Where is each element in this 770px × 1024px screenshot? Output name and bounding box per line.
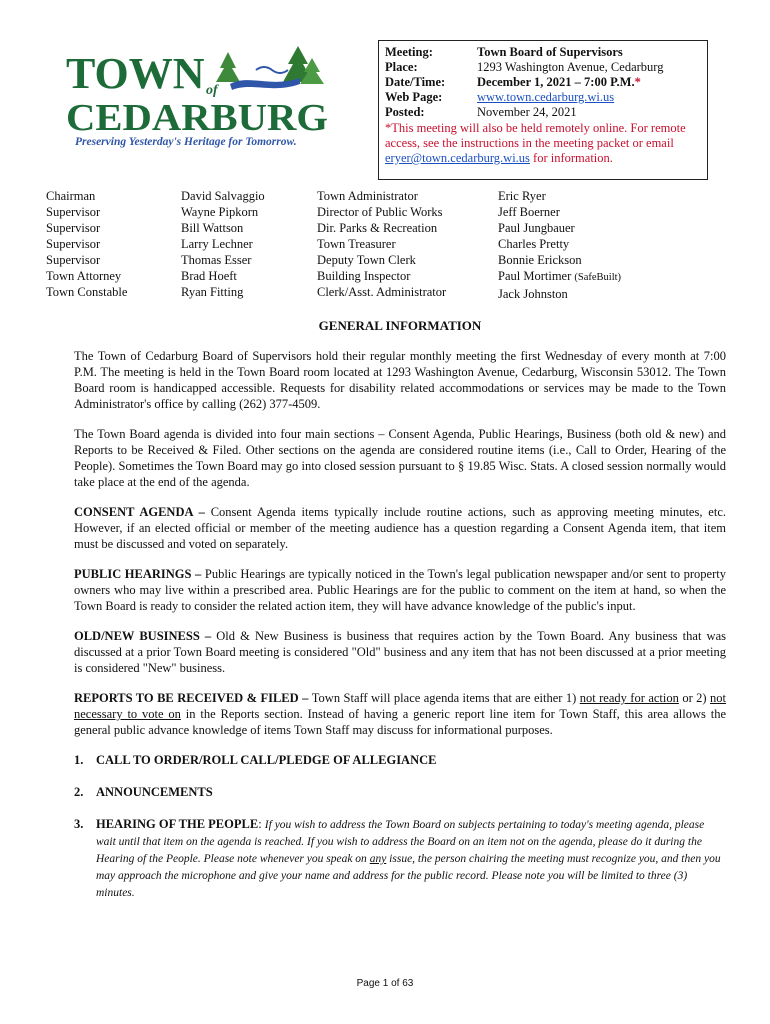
official-name: Ryan Fitting bbox=[181, 285, 244, 299]
paragraph-reports bbox=[74, 690, 726, 738]
agenda-number: 2. bbox=[74, 785, 84, 799]
hearings-head: PUBLIC HEARINGS – bbox=[74, 567, 205, 581]
meeting-label: Meeting: bbox=[385, 45, 433, 59]
hearing-colon: : bbox=[258, 817, 265, 831]
logo-name-text: CEDARBURG bbox=[66, 97, 328, 139]
staff-name: Jeff Boerner bbox=[498, 205, 560, 219]
datetime-label: Date/Time: bbox=[385, 75, 446, 89]
email-link[interactable]: eryer@town.cedarburg.wi.us bbox=[385, 151, 530, 165]
posted-row bbox=[385, 105, 701, 120]
datetime-row bbox=[385, 75, 701, 90]
official-name: Wayne Pipkorn bbox=[181, 205, 259, 219]
staff-title: Deputy Town Clerk bbox=[317, 253, 416, 267]
staff-name: Jack Johnston bbox=[498, 287, 568, 301]
posted-label: Posted: bbox=[385, 105, 425, 119]
staff-title: Director of Public Works bbox=[317, 205, 443, 219]
officials-names-left bbox=[181, 188, 265, 300]
official-title: Supervisor bbox=[46, 205, 101, 219]
place-label: Place: bbox=[385, 60, 418, 74]
reports-underline-2: not necessary to vote on bbox=[74, 691, 726, 721]
reports-underline-1: not ready for action bbox=[579, 691, 679, 705]
officials-names-right bbox=[498, 188, 621, 302]
official-name: Bill Wattson bbox=[181, 221, 244, 235]
staff-title: Town Treasurer bbox=[317, 237, 396, 251]
reports-text: Town Staff will place agenda items that are either 1) bbox=[311, 691, 580, 705]
hearing-body-end: issue, the person chairing the meeting must recognize you, and then you may approach the microphone and give your name and address for the public record. Please note you will be limited to three (3) minutes. bbox=[96, 853, 721, 899]
agenda-item-hearing bbox=[74, 816, 726, 901]
officials-titles-right bbox=[317, 188, 446, 300]
paragraph-business bbox=[74, 628, 726, 676]
logo-graphic bbox=[60, 44, 340, 139]
datetime-value: December 1, 2021 – 7:00 P.M. bbox=[477, 75, 635, 89]
reports-head: REPORTS TO BE RECEIVED & FILED – bbox=[74, 691, 312, 705]
webpage-row bbox=[385, 90, 701, 105]
page-number: Page 1 of 63 bbox=[356, 978, 414, 989]
official-name: Larry Lechner bbox=[181, 237, 253, 251]
official-title: Supervisor bbox=[46, 237, 101, 251]
official-name: David Salvaggio bbox=[181, 189, 265, 203]
staff-name: Paul Mortimer bbox=[498, 269, 572, 283]
staff-name: Eric Ryer bbox=[498, 189, 546, 203]
remote-note-text: *This meeting will also be held remotely online. For remote access, see the instructions in the meeting packet or email bbox=[385, 121, 686, 150]
logo-of-text: of bbox=[206, 83, 218, 98]
official-title: Chairman bbox=[46, 189, 96, 203]
hearing-underline: any bbox=[369, 853, 387, 865]
staff-title: Building Inspector bbox=[317, 269, 411, 283]
agenda-number: 1. bbox=[74, 753, 84, 767]
paragraph-agenda: The Town Board agenda is divided into four main sections – Consent Agenda, Public Hearings, Business (both old & new) and Reports to be Received & Filed. Other sections on the agenda are considered routine items (i.e., Call to Order, Hearing of the People). Sometimes the Town Board may go into closed session pursuant to § 19.85 Wisc. Stats. A closed session normally would take place at the end of the agenda. bbox=[74, 427, 726, 489]
consent-head: CONSENT AGENDA – bbox=[74, 505, 211, 519]
hearings-body: Public Hearings are typically noticed in the Town's legal publication newspaper and/or sent to property owners who may live within a prescribed area. Public Hearings are for the public to comment on the item at hand, so when the Town Board is ready to consider the related action item, they will have advance knowledge of the public's input. bbox=[74, 567, 726, 613]
hearing-body: If you wish to address the Town Board on subjects pertaining to today's meeting agenda, please wait until that item on the agenda is reached. If you wish to address the Board on an item not on the agenda, please do it during the Hearing of the People. Please note whenever you speak on bbox=[96, 819, 705, 865]
staff-title: Dir. Parks & Recreation bbox=[317, 221, 438, 235]
paragraph-consent bbox=[74, 504, 726, 552]
official-name: Brad Hoeft bbox=[181, 269, 237, 283]
staff-name: Bonnie Erickson bbox=[498, 253, 582, 267]
business-head: OLD/NEW BUSINESS – bbox=[74, 629, 217, 643]
paragraph-hearings bbox=[74, 566, 726, 614]
agenda-item bbox=[74, 752, 726, 768]
agenda-text: ANNOUNCEMENTS bbox=[96, 785, 213, 799]
agenda-item bbox=[74, 784, 726, 800]
general-information bbox=[74, 318, 726, 917]
officials-titles-left bbox=[46, 188, 127, 300]
place-value: 1293 Washington Avenue, Cedarburg bbox=[477, 60, 664, 74]
business-body: Old & New Business is business that requires action by the Town Board. Any business that was discussed at a prior Town Board meeting is considered "Old" business and any item that has not been discussed at a prior meeting is considered "New" business. bbox=[74, 629, 726, 675]
reports-text: or 2) bbox=[678, 691, 711, 705]
safebuilt-note: (SafeBuilt) bbox=[574, 272, 622, 283]
posted-value: November 24, 2021 bbox=[477, 105, 577, 119]
hearing-text bbox=[96, 816, 726, 901]
staff-title: Clerk/Asst. Administrator bbox=[317, 285, 447, 299]
paragraph-meetings: The Town of Cedarburg Board of Supervisors hold their regular monthly meeting the first Wednesday of every month at 7:00 P.M. The meeting is held in the Town Board room located at 1293 Washington Avenue, Cedarburg, Wisconsin 53012. The Town Board room is handicapped accessible. Requests for disability related accommodations or services may be made to the Town Administrator's office by calling (262) 377-4509. bbox=[74, 349, 726, 411]
place-row bbox=[385, 60, 701, 75]
official-name: Thomas Esser bbox=[181, 253, 252, 267]
official-title: Town Attorney bbox=[46, 269, 122, 283]
staff-title: Town Administrator bbox=[317, 189, 418, 203]
meeting-row bbox=[385, 45, 701, 60]
consent-body: Consent Agenda items typically include routine actions, such as approving meeting minutes, etc. However, if an elected official or member of the meeting audience has a question regarding a Consent Agenda item, that item must be discussed and voted on separately. bbox=[74, 505, 726, 551]
meeting-value: Town Board of Supervisors bbox=[477, 45, 623, 59]
official-title: Supervisor bbox=[46, 253, 101, 267]
section-title: GENERAL INFORMATION bbox=[318, 318, 482, 333]
meeting-info-box bbox=[378, 40, 708, 180]
remote-note-end: for information. bbox=[529, 151, 613, 165]
staff-name: Charles Pretty bbox=[498, 237, 570, 251]
staff-name: Paul Jungbauer bbox=[498, 221, 575, 235]
remote-note bbox=[385, 121, 701, 166]
reports-text: in the Reports section. Instead of having a generic report line item for Town Staff, this area allows the general public advance knowledge of items Town Staff may discuss for informational purposes. bbox=[74, 707, 727, 737]
webpage-label: Web Page: bbox=[385, 90, 443, 104]
logo-town-text: TOWN bbox=[66, 49, 205, 98]
hearing-head: HEARING OF THE PEOPLE bbox=[96, 817, 259, 831]
official-title: Town Constable bbox=[46, 285, 128, 299]
datetime-asterisk: * bbox=[634, 75, 641, 89]
official-title: Supervisor bbox=[46, 221, 101, 235]
logo-tagline: Preserving Yesterday's Heritage for Tomorrow. bbox=[75, 136, 297, 148]
agenda-text: CALL TO ORDER/ROLL CALL/PLEDGE OF ALLEGIANCE bbox=[96, 753, 437, 767]
agenda-number: 3. bbox=[74, 817, 84, 831]
webpage-link[interactable]: www.town.cedarburg.wi.us bbox=[477, 90, 615, 104]
